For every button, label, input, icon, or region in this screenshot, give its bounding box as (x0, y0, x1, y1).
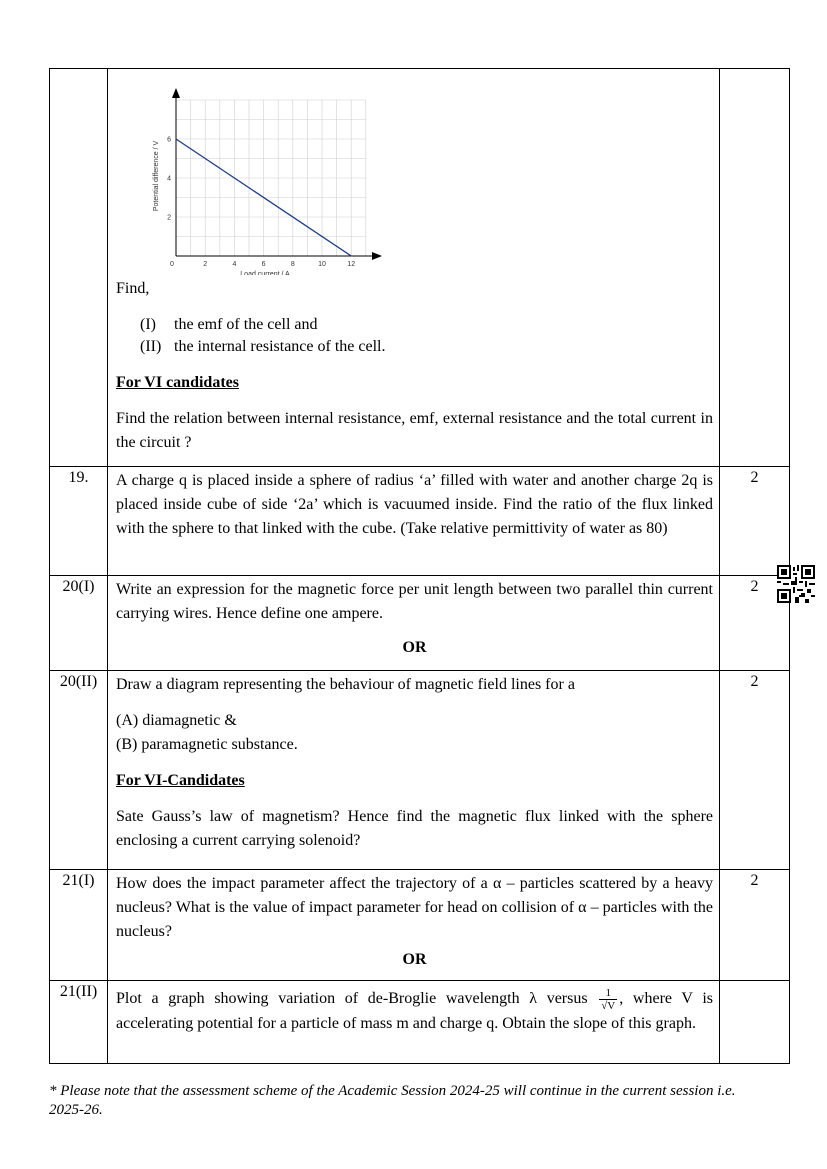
graph-grid (176, 100, 366, 256)
question-table (49, 68, 790, 1064)
question-number: 19. (50, 467, 108, 576)
question-text-cell (108, 69, 720, 467)
x-axis-label: Load current / A (240, 271, 290, 275)
vi-candidates-heading: For VI candidates (116, 374, 239, 391)
x-axis-arrow (372, 252, 382, 260)
load-current-graph (134, 80, 404, 275)
question-number-cell (50, 69, 108, 467)
question-text: A charge q is placed inside a sphere of radius ‘a’ filled with water and another charge 2q is placed inside cube of side ‘2a’ which is vacuumed inside. Find the ratio of the flux linked with the sphere to that linked with the cube. (Take relative permittivity of water as 80) (108, 467, 720, 576)
marks-cell (720, 69, 790, 467)
x-tick-label: 10 (318, 261, 326, 268)
find-item-2: (II) the internal resistance of the cell. (140, 338, 386, 355)
question-text-cell (108, 671, 720, 870)
find-item-1: (I) the emf of the cell and (140, 316, 318, 333)
question-number: 21(I) (50, 870, 108, 981)
question-number: 20(I) (50, 576, 108, 671)
question-row-21-ii (50, 981, 790, 1064)
option-b: (B) paramagnetic substance. (116, 736, 298, 753)
marks: 2 (720, 467, 790, 576)
marks: 2 (720, 576, 790, 671)
one-over-root-v-fraction: $\frac{1}{√V}$ (601, 987, 616, 1012)
question-row-20-i (50, 576, 790, 671)
question-row-20-ii (50, 671, 790, 870)
question-number: 20(II) (50, 671, 108, 870)
marks: 2 (720, 671, 790, 870)
x-tick-label: 6 (261, 261, 266, 268)
y-tick-label: 4 (167, 175, 171, 183)
question-text: Write an expression for the magnetic force per unit length between two parallel thin current carrying wires. Hence define one ampere. (116, 581, 713, 622)
y-tick-label: 2 (167, 214, 171, 222)
qr-code-icon (777, 565, 815, 603)
question-row-19 (50, 467, 790, 576)
x-tick-label: 0 (170, 261, 174, 268)
question-text: How does the impact parameter affect the trajectory of a α – particles scattered by a heavy nucleus? What is the value of impact parameter for head on collision of α – particles with the nucleus? (116, 875, 713, 940)
y-axis-arrow (172, 88, 180, 98)
vi-candidates-heading: For VI-Candidates (116, 772, 245, 789)
or-label: OR (402, 951, 427, 968)
find-label: Find, (116, 280, 150, 297)
option-a: (A) diamagnetic & (116, 712, 237, 729)
marks: 2 (720, 870, 790, 981)
vi-question-text: Find the relation between internal resistance, emf, external resistance and the total current in the circuit ? (116, 410, 713, 451)
marks-cell (720, 981, 790, 1064)
text-before-fraction: Plot a graph showing variation of de-Broglie wavelength λ versus (116, 990, 588, 1008)
question-text-cell (108, 981, 720, 1064)
vi-question-text: Sate Gauss’s law of magnetism? Hence find the magnetic flux linked with the sphere enclosing a current carrying solenoid? (116, 808, 713, 849)
question-row-21-i (50, 870, 790, 981)
question-text-cell (108, 576, 720, 671)
or-label: OR (402, 639, 427, 656)
x-tick-label: 8 (290, 261, 295, 268)
question-row-18 (50, 69, 790, 467)
x-tick-label: 2 (203, 261, 208, 268)
question-text-cell (108, 870, 720, 981)
x-tick-label: 4 (232, 261, 237, 268)
y-axis-label: Potential difference / V (153, 140, 160, 212)
question-text: Draw a diagram representing the behaviour of magnetic field lines for a (116, 676, 575, 693)
graph-ticks (167, 137, 355, 269)
question-number: 21(II) (50, 981, 108, 1064)
x-tick-label: 12 (347, 261, 356, 268)
text-after-fraction: , where V is accelerating potential for a particle of mass m and charge q. Obtain the slope of this graph. (116, 990, 713, 1032)
y-tick-label: 6 (167, 136, 171, 144)
footnote: * Please note that the assessment scheme of the Academic Session 2024-25 will continue in the current session i.e. 2025-26. (49, 1083, 736, 1118)
question-text (116, 987, 713, 1036)
